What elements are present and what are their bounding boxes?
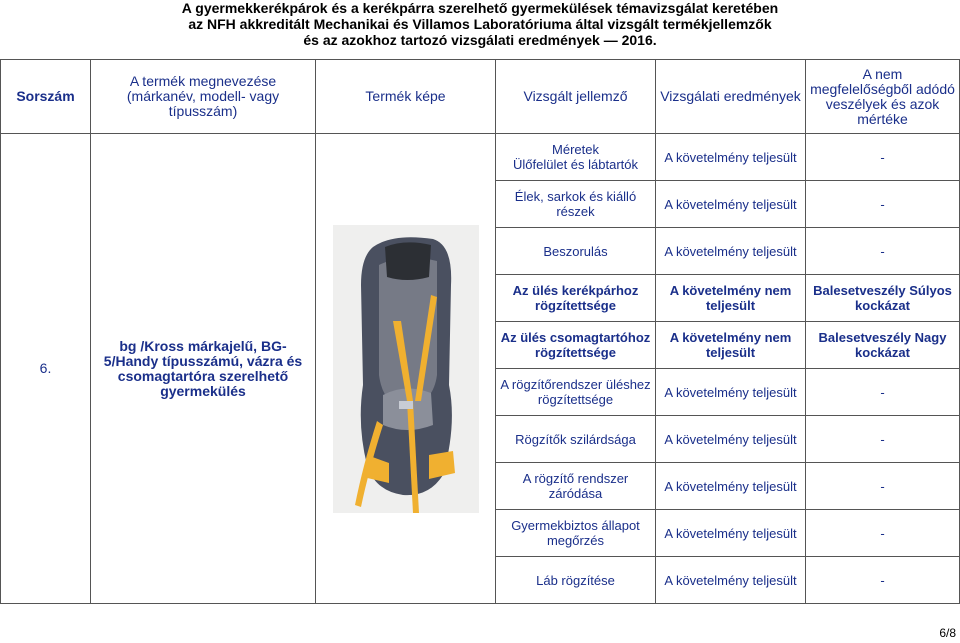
feature-cell: Gyermekbiztos állapot megőrzés [496, 510, 656, 557]
row-number: 6. [1, 134, 91, 604]
product-name: bg /Kross márkajelű, BG-5/Handy típusszámú, vázra és csomagtartóra szerelhető gyermekülés [91, 134, 316, 604]
header-sorszam: Sorszám [1, 60, 91, 134]
result-cell: A követelmény nem teljesült [656, 322, 806, 369]
title-line-3: és az azokhoz tartozó vizsgálati eredmények — 2016. [303, 32, 657, 48]
product-image [333, 225, 479, 513]
header-results: Vizsgálati eredmények [656, 60, 806, 134]
result-cell: A követelmény teljesült [656, 228, 806, 275]
document-title [140, 0, 820, 48]
feature-cell: A rögzítő rendszer záródása [496, 463, 656, 510]
feature-cell: Beszorulás [496, 228, 656, 275]
header-product-name-line1: A termék megnevezése [129, 73, 277, 89]
child-seat-image [333, 225, 479, 513]
feature-cell: A rögzítőrendszer üléshez rögzítettsége [496, 369, 656, 416]
title-line-1: A gyermekkerékpárok és a kerékpárra szerelhető gyermekülések témavizsgálat keretében [181, 0, 779, 16]
result-cell: A követelmény teljesült [656, 510, 806, 557]
page-number: 6/8 [939, 626, 956, 640]
hazard-cell: - [806, 228, 960, 275]
title-line-2: az NFH akkreditált Mechanikai és Villamos Laboratóriuma által vizsgált termékjellemzők [188, 16, 772, 32]
hazard-cell: - [806, 134, 960, 181]
result-cell: A követelmény teljesült [656, 369, 806, 416]
result-cell: A követelmény teljesült [656, 181, 806, 228]
result-cell: A követelmény teljesült [656, 134, 806, 181]
feature-cell: Láb rögzítése [496, 557, 656, 604]
header-feature: Vizsgált jellemző [496, 60, 656, 134]
hazard-cell: Balesetveszély Súlyos kockázat [806, 275, 960, 322]
result-cell: A követelmény teljesült [656, 416, 806, 463]
result-cell: A követelmény nem teljesült [656, 275, 806, 322]
header-image: Termék képe [316, 60, 496, 134]
product-image-cell [316, 134, 496, 604]
feature-cell: Az ülés csomagtartóhoz rögzítettsége [496, 322, 656, 369]
result-cell: A követelmény teljesült [656, 557, 806, 604]
feature-cell: Az ülés kerékpárhoz rögzítettsége [496, 275, 656, 322]
hazard-cell: - [806, 369, 960, 416]
hazard-cell: - [806, 416, 960, 463]
feature-label: Méretek [552, 142, 599, 157]
header-product-name [91, 60, 316, 134]
hazard-cell: - [806, 463, 960, 510]
hazard-cell: - [806, 181, 960, 228]
hazard-cell: Balesetveszély Nagy kockázat [806, 322, 960, 369]
feature-cell [496, 134, 656, 181]
header-row [1, 60, 960, 134]
header-product-name-line2: (márkanév, modell- vagy típusszám) [126, 88, 280, 119]
result-cell: A követelmény teljesült [656, 463, 806, 510]
feature-cell: Rögzítők szilárdsága [496, 416, 656, 463]
feature-sublabel: Ülőfelület és lábtartók [512, 157, 638, 172]
table-row [1, 134, 960, 181]
feature-cell: Élek, sarkok és kiálló részek [496, 181, 656, 228]
hazard-cell: - [806, 557, 960, 604]
results-table [0, 59, 960, 604]
hazard-cell: - [806, 510, 960, 557]
header-hazards: A nem megfelelőségből adódó veszélyek és azok mértéke [806, 60, 960, 134]
